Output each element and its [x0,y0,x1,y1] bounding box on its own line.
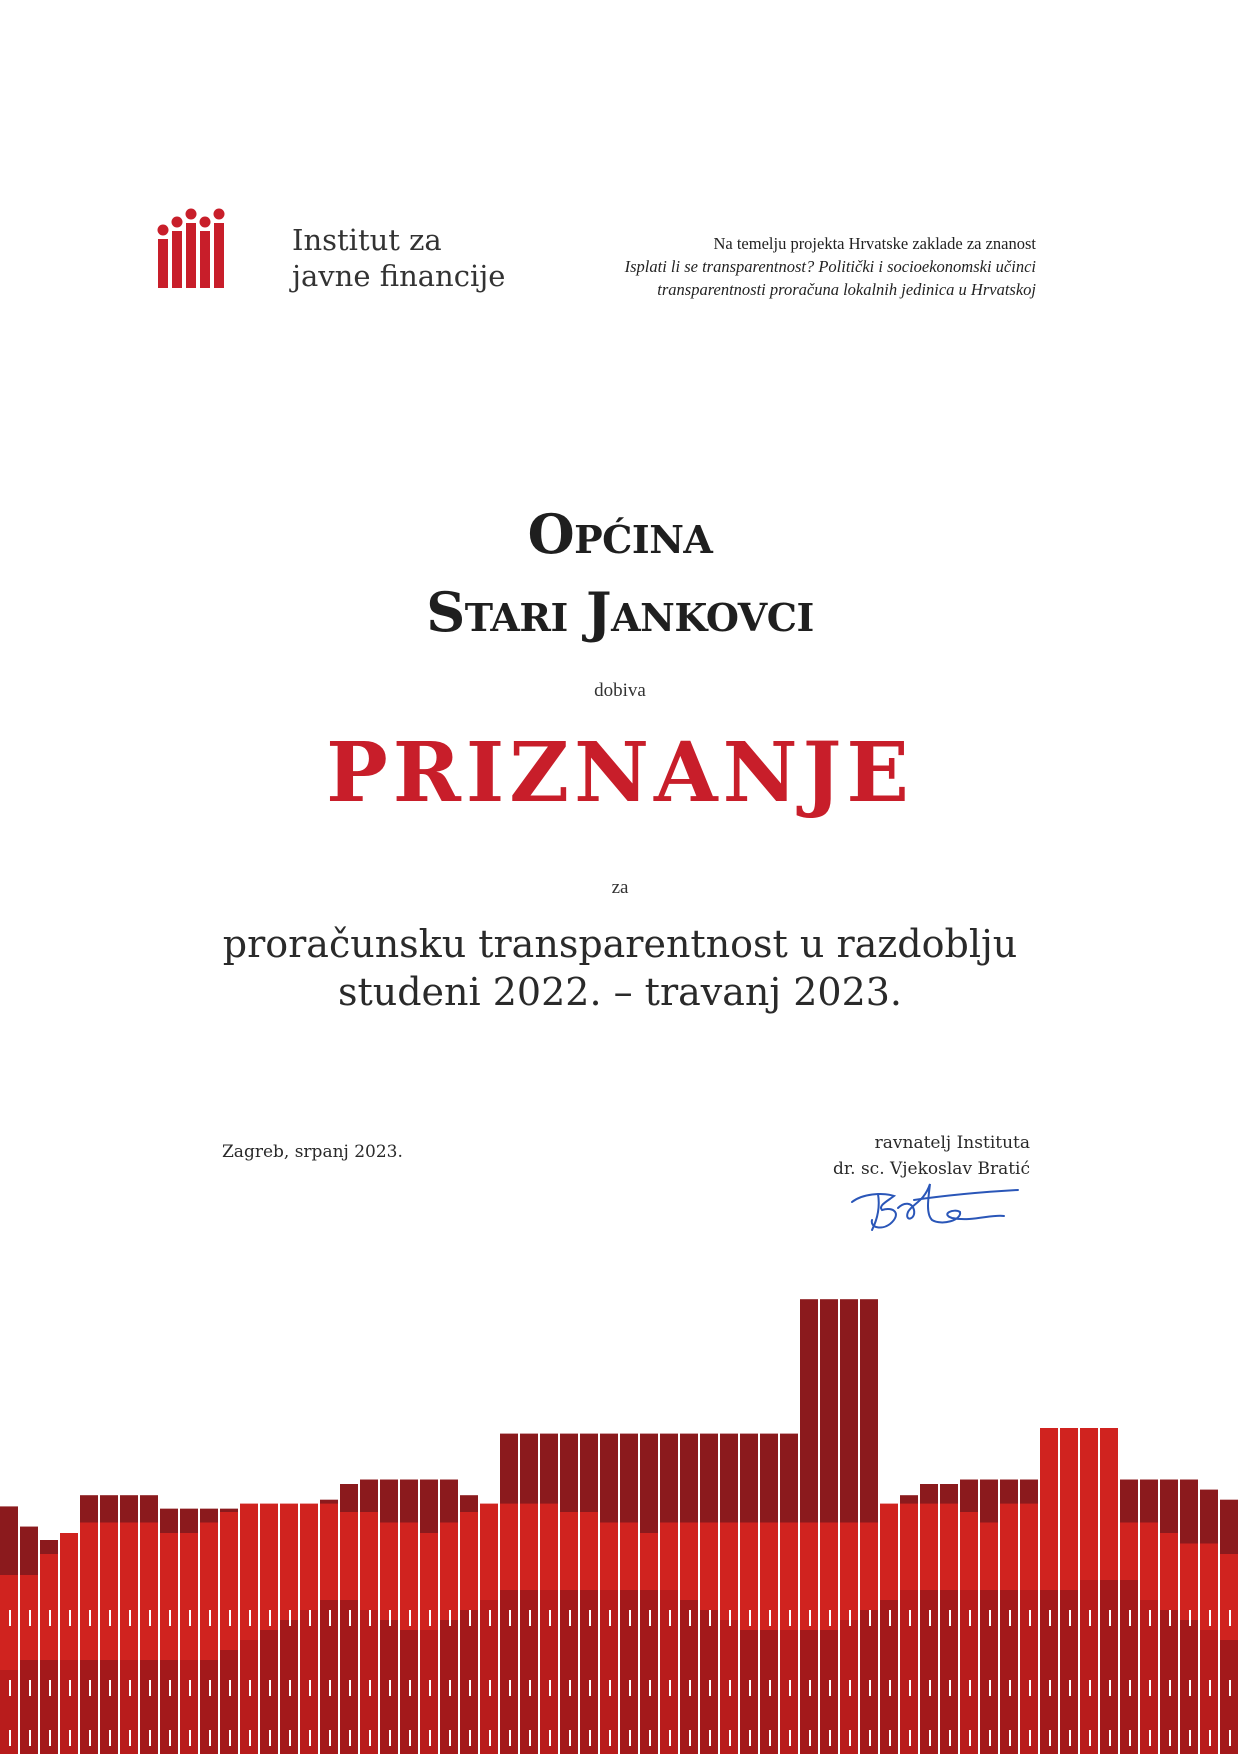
place-date: Zagreb, srpanj 2023. [222,1142,403,1162]
award-purpose-line1: proračunsku transparentnost u razdoblju [222,922,1018,966]
project-note-line3: transparentnosti proračuna lokalnih jedinica u Hrvatskoj [657,280,1036,299]
skyline-decoration [0,1260,1240,1754]
for-text: za [611,877,629,898]
recipient-line1: Općina [527,502,713,566]
signer-title: ravnatelj Instituta [874,1133,1030,1153]
signer-name: dr. sc. Vjekoslav Bratić [833,1159,1030,1179]
project-note-line2: Isplati li se transparentnost? Politički i socioekonomski učinci [624,257,1036,276]
project-note [576,232,1036,301]
award-purpose-line2: studeni 2022. – travanj 2023. [337,970,903,1014]
award-purpose [0,920,1240,1016]
award-title: PRIZNANJE [326,725,914,821]
institute-name [292,222,505,294]
project-note-line1: Na temelju projekta Hrvatske zaklade za znanost [713,234,1036,253]
institute-name-line2: javne financije [292,259,506,293]
institute-name-line1: Institut za [292,223,442,257]
receives-text: dobiva [594,680,646,701]
signer-block [833,1130,1030,1182]
recipient-line2: Stari Jankovci [426,580,814,644]
institute-logo-icon [155,208,227,288]
handwritten-signature [842,1180,1022,1236]
